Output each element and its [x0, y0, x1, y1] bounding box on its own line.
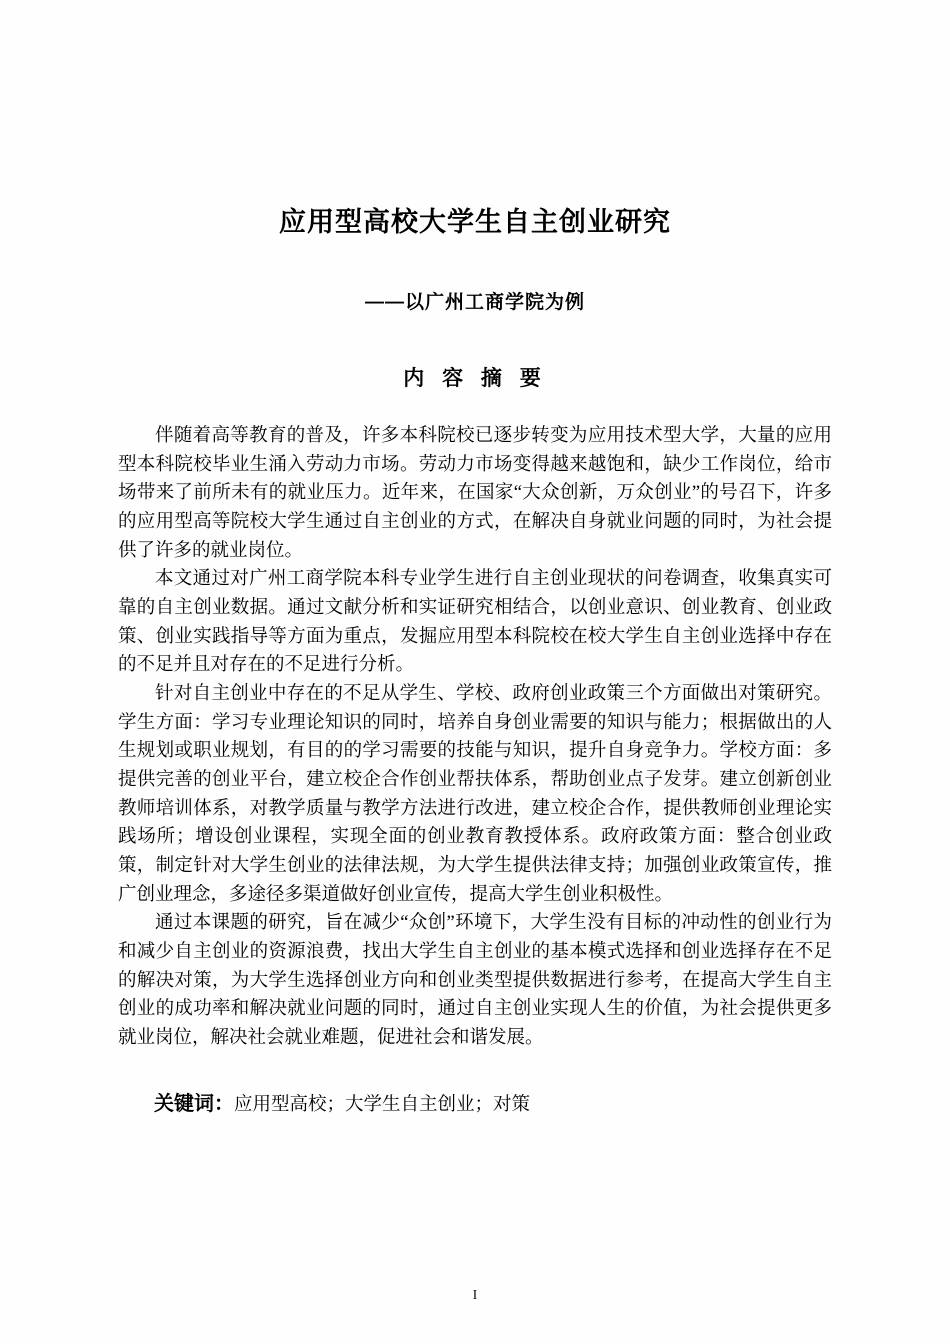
abstract-paragraph: 针对自主创业中存在的不足从学生、学校、政府创业政策三个方面做出对策研究。学生方面：学习专业理论知识的同时，培养自身创业需要的知识与能力；根据做出的人生规划或职业规划，有目的的学习需要的技能与知识，提升自身竞争力。学校方面：多提供完善的创业平台，建立校企合作创业帮扶体系，帮助创业点子发芽。建立创新创业教师培训体系，对教学质量与教学方法进行改进，建立校企合作，提供教师创业理论实践场所；增设创业课程，实现全面的创业教育教授体系。政府政策方面：整合创业政策，制定针对大学生创业的法律法规，为大学生提供法律支持；加强创业政策宣传，推广创业理念，多途径多渠道做好创业宣传，提高大学生创业积极性。 [118, 684, 832, 905]
abstract-paragraph: 本文通过对广州工商学院本科专业学生进行自主创业现状的问卷调查，收集真实可靠的自主创业数据。通过文献分析和实证研究相结合，以创业意识、创业教育、创业政策、创业实践指导等方面为重点，发掘应用型本科院校在校大学生自主创业选择中存在的不足并且对存在的不足进行分析。 [118, 569, 832, 676]
abstract-heading: 内 容 摘 要 [403, 367, 547, 390]
document-content [118, 0, 832, 1120]
keywords-value: 应用型高校；大学生自主创业；对策 [234, 1094, 531, 1115]
page-title: 应用型高校大学生自主创业研究 [279, 207, 671, 237]
keywords-label: 关键词： [154, 1092, 234, 1115]
page-number: I [472, 1288, 478, 1303]
abstract-body [118, 422, 832, 1053]
keywords-row [118, 1089, 832, 1120]
page-subtitle: ——以广州工商学院为例 [364, 292, 585, 313]
abstract-paragraph: 通过本课题的研究，旨在减少“众创”环境下，大学生没有目标的冲动性的创业行为和减少自主创业的资源浪费，找出大学生自主创业的基本模式选择和创业选择存在不足的解决对策，为大学生选择创业方向和创业类型提供数据进行参考，在提高大学生自主创业的成功率和解决就业问题的同时，通过自主创业实现人生的价值，为社会提供更多就业岗位，解决社会就业难题，促进社会和谐发展。 [118, 913, 832, 1049]
abstract-paragraph: 伴随着高等教育的普及，许多本科院校已逐步转变为应用技术型大学，大量的应用型本科院校毕业生涌入劳动力市场。劳动力市场变得越来越饱和，缺少工作岗位，给市场带来了前所未有的就业压力。近年来，在国家“大众创新，万众创业”的号召下，许多的应用型高等院校大学生通过自主创业的方式，在解决自身就业问题的同时，为社会提供了许多的就业岗位。 [118, 426, 832, 561]
